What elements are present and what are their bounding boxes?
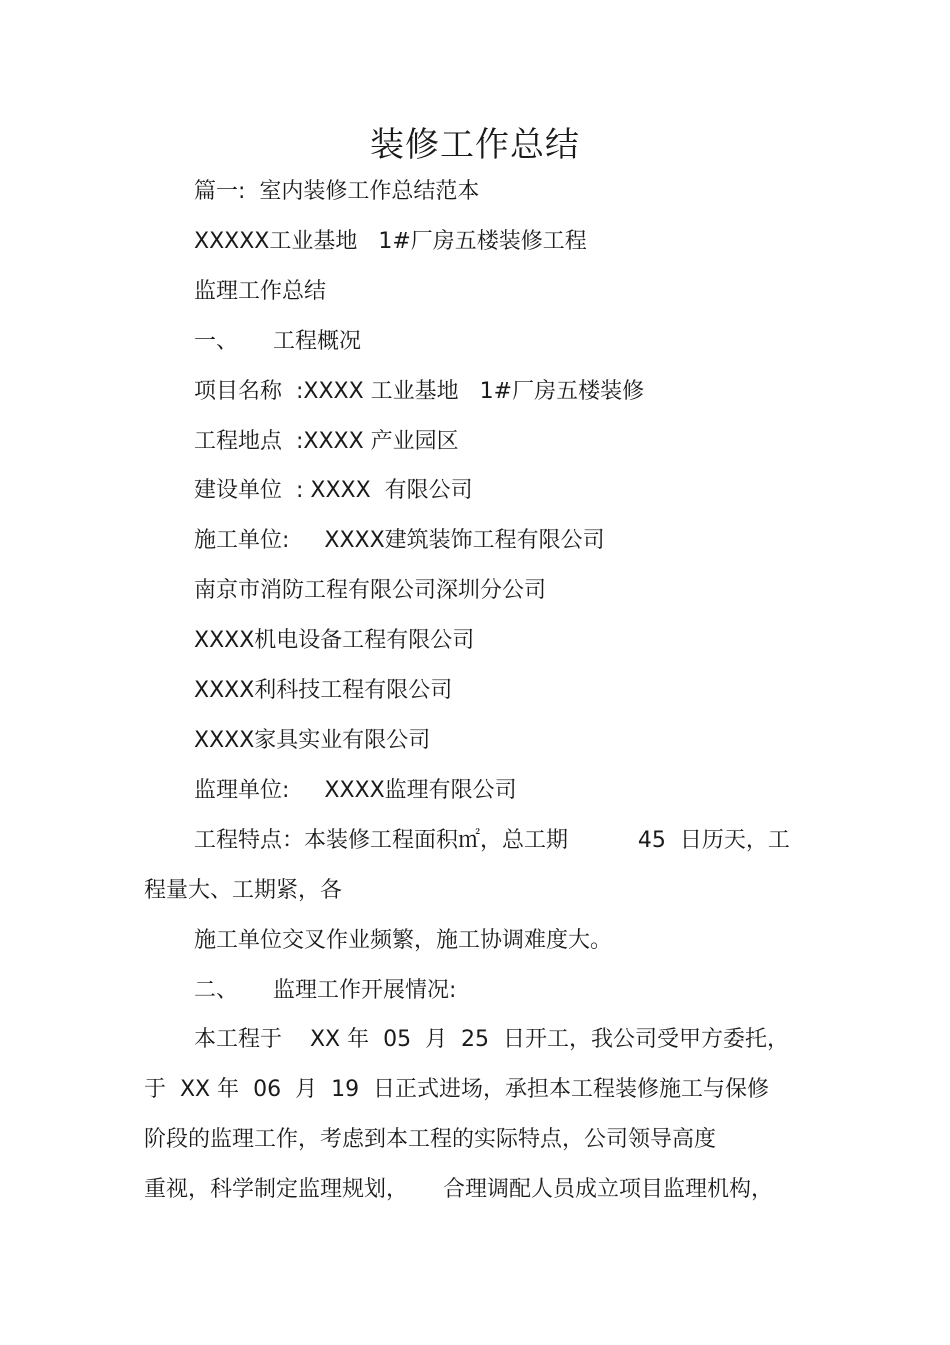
paragraph-line: 施工单位交叉作业频繁，施工协调难度大。	[194, 928, 613, 953]
document-title: 装修工作总结	[370, 125, 580, 165]
contractor-item: XXXX利科技工程有限公司	[194, 678, 453, 703]
paragraph-line: 阶段的监理工作，考虑到本工程的实际特点，公司领导高度	[144, 1127, 717, 1152]
field-project-name: 项目名称 :XXXX 工业基地 1#厂房五楼装修	[194, 379, 645, 404]
contractor-item: 南京市消防工程有限公司深圳分公司	[194, 578, 547, 603]
paragraph-line: 于 XX 年 06 月 19 日正式进场，承担本工程装修施工与保修	[144, 1077, 770, 1102]
field-contractor: 施工单位: XXXX建筑装饰工程有限公司	[194, 528, 605, 553]
paragraph-line: 本工程于 XX 年 05 月 25 日开工，我公司受甲方委托，	[194, 1027, 790, 1052]
contractor-item: XXXX家具实业有限公司	[194, 728, 431, 753]
section-heading-1: 篇一: 室内装修工作总结范本	[194, 179, 480, 204]
project-name-line: XXXXX工业基地 1#厂房五楼装修工程	[194, 229, 587, 254]
field-owner: 建设单位 : XXXX 有限公司	[194, 478, 473, 503]
field-location: 工程地点 :XXXX 产业园区	[194, 429, 459, 454]
heading-supervision: 二、 监理工作开展情况:	[194, 978, 457, 1003]
paragraph-line: 程量大、工期紧，各	[144, 878, 343, 903]
contractor-item: XXXX机电设备工程有限公司	[194, 628, 475, 653]
heading-overview: 一、 工程概况	[194, 329, 361, 354]
paragraph-line: 重视，科学制定监理规划， 合理调配人员成立项目监理机构，	[144, 1177, 773, 1202]
subtitle-line: 监理工作总结	[194, 279, 327, 304]
field-supervisor: 监理单位: XXXX监理有限公司	[194, 778, 517, 803]
paragraph-line: 工程特点：本装修工程面积㎡，总工期 45 日历天，工	[194, 828, 790, 853]
